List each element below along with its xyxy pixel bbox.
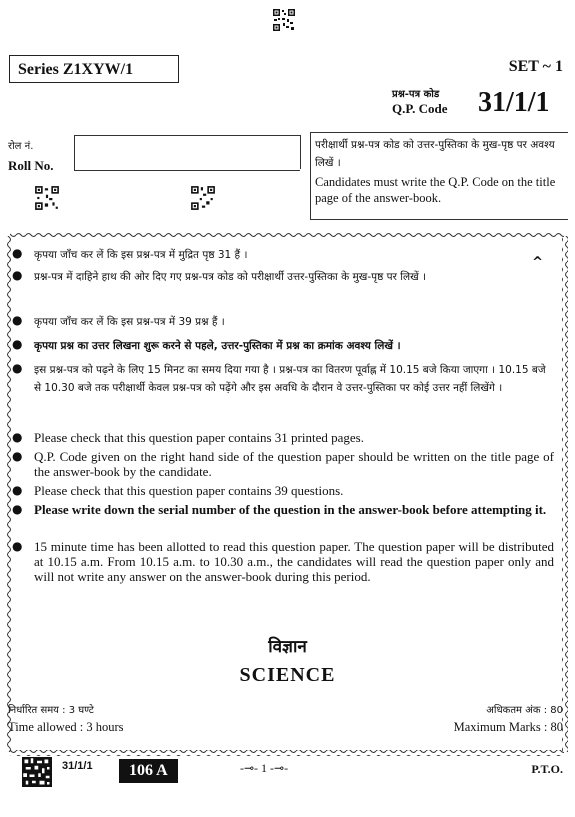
page-number bbox=[240, 761, 288, 776]
roll-label: Roll No. bbox=[8, 158, 54, 173]
footer-badge: 106 A bbox=[119, 759, 178, 783]
instruction-en-4: ● Please write down the serial number of the question in the answer-book before attempting it. bbox=[12, 502, 547, 517]
instruction-en-2: ● Q.P. Code given on the right hand side of the question paper should be written on the title page of the answer-book by the candidate. bbox=[12, 449, 554, 479]
footer-qp-code: 31/1/1 bbox=[62, 760, 93, 772]
pto-label: P.T.O. bbox=[531, 762, 563, 776]
bullet-icon: ● bbox=[12, 246, 23, 260]
roll-box-divider bbox=[300, 135, 301, 169]
candidate-note-hindi: परीक्षार्थी प्रश्न-पत्र कोड को उत्तर-पुस्तिका के मुख-पृष्ठ पर अवश्य लिखें । bbox=[315, 139, 555, 169]
page-number-value: 1 bbox=[261, 761, 268, 775]
qp-code-label: Q.P. Code bbox=[392, 101, 448, 116]
instruction-en-1: ● Please check that this question paper contains 31 printed pages. bbox=[12, 430, 364, 445]
maximum-marks-hindi: अधिकतम अंक : 80 bbox=[486, 705, 563, 716]
bullet-icon: ● bbox=[12, 430, 23, 444]
page-ornament-left-icon: -⊸- bbox=[240, 761, 259, 775]
instruction-hi-2: ● प्रश्न-पत्र में दाहिने हाथ की ओर दिए गए प्रश्न-पत्र कोड को परीक्षार्थी उत्तर-पुस्तिका के मुख-पृष्ठ पर लिखें । bbox=[12, 268, 426, 283]
top-qr-code bbox=[272, 8, 296, 32]
candidate-note-english: Candidates must write the Q.P. Code on the title page of the answer-book. bbox=[315, 175, 556, 205]
bullet-icon: ● bbox=[12, 483, 23, 497]
bullet-icon: ● bbox=[12, 361, 23, 375]
subject-title-hindi: विज्ञान bbox=[268, 637, 307, 657]
time-allowed: Time allowed : 3 hours bbox=[8, 720, 124, 734]
candidate-note-box bbox=[310, 132, 568, 220]
roll-qr-code-left bbox=[34, 185, 60, 211]
roll-label-hindi: रोल नं. bbox=[8, 141, 34, 152]
instruction-hi-1: ● कृपया जाँच कर लें कि इस प्रश्न-पत्र में मुद्रित पृष्ठ 31 हैं । bbox=[12, 246, 248, 261]
time-allowed-hindi: निर्धारित समय : 3 घण्टे bbox=[8, 705, 94, 716]
bullet-icon: ● bbox=[12, 502, 23, 516]
page-ornament-right-icon: -⊸- bbox=[270, 761, 289, 775]
instruction-en-3: ● Please check that this question paper contains 39 questions. bbox=[12, 483, 344, 498]
bullet-icon: ● bbox=[12, 313, 23, 327]
series-label: Series Z1XYW/1 bbox=[9, 55, 179, 83]
roll-number-box[interactable] bbox=[74, 135, 300, 171]
instruction-hi-4: ● कृपया प्रश्न का उत्तर लिखना शुरू करने से पहले, उत्तर-पुस्तिका में प्रश्न का क्रमांक अवश्य लिखें । bbox=[12, 337, 401, 352]
set-label: SET ~ 1 bbox=[508, 58, 563, 75]
bullet-icon: ● bbox=[12, 539, 23, 553]
footer-qr-code bbox=[22, 757, 52, 787]
maximum-marks: Maximum Marks : 80 bbox=[453, 720, 563, 734]
instruction-hi-5: ● इस प्रश्न-पत्र को पढ़ने के लिए 15 मिनट का समय दिया गया है । प्रश्न-पत्र का वितरण पूर्वाह्न में 10.15 बजे किया जाएगा । 10.15 बजे से 10.30 बजे तक परीक्षार्थी केवल प्रश्न-पत्र को पढ़ेंगे और इस अवधि के दौरान वे उत्तर-पुस्तिका पर कोई उत्तर नहीं लिखेंगे । bbox=[12, 361, 546, 394]
subject-title: SCIENCE bbox=[239, 664, 336, 686]
instruction-en-5: ● 15 minute time has been allotted to read this question paper. The question paper will be distributed at 10.15 a.m. From 10.15 a.m. to 10.30 a.m., the candidates will read the question paper only and will not write any answer on the answer-book during this period. bbox=[12, 539, 554, 584]
qp-code-value: 31/1/1 bbox=[478, 87, 550, 118]
bullet-icon: ● bbox=[12, 268, 23, 282]
instruction-hi-3: ● कृपया जाँच कर लें कि इस प्रश्न-पत्र में 39 प्रश्न हैं । bbox=[12, 313, 225, 328]
bullet-icon: ● bbox=[12, 337, 23, 351]
qp-code-label-hindi: प्रश्न-पत्र कोड bbox=[392, 89, 440, 100]
caret-mark: ^ bbox=[532, 255, 543, 270]
bullet-icon: ● bbox=[12, 449, 23, 463]
roll-qr-code-right bbox=[190, 185, 216, 211]
